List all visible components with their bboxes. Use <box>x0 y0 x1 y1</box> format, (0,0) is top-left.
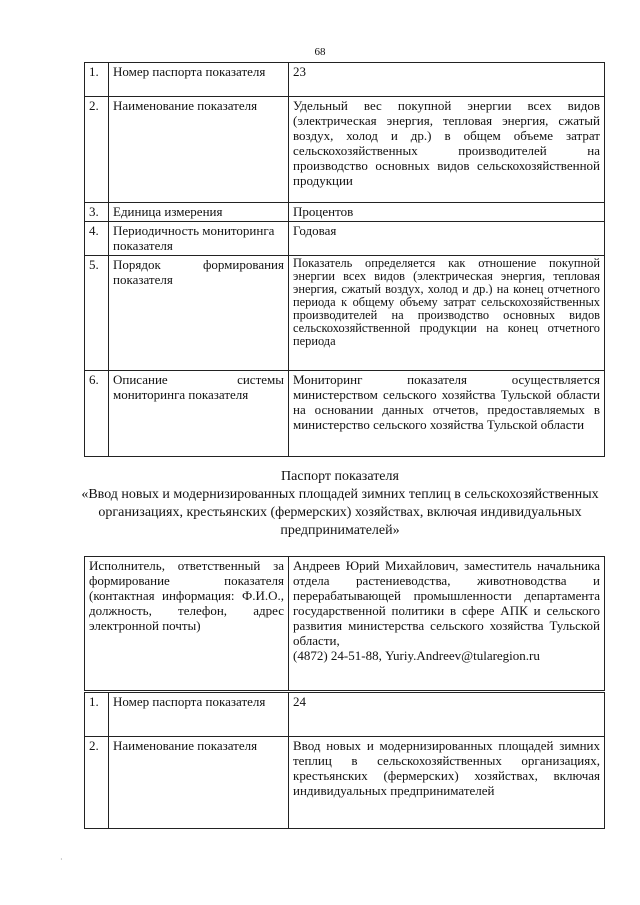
table-row <box>85 97 605 203</box>
table-row <box>85 371 605 457</box>
executor-table <box>84 556 605 691</box>
row-label: Номер паспорта показателя <box>109 693 289 737</box>
row-number: 6. <box>85 371 109 457</box>
row-label: Порядок формирования показателя <box>109 256 289 371</box>
executor-name: Андреев Юрий Михайлович, заместитель начальника отдела растениеводства, животноводства и перерабатывающей промышленности департамента государственной политики в сфере АПК и сельского развития министерства сельского хозяйства Тульской области, <box>293 558 600 648</box>
table-row <box>85 203 605 222</box>
row-value: Удельный вес покупной энергии всех видов (электрическая энергия, тепловая энергия, сжатый воздух, холод и др.) в общем объеме затрат сельскохозяйственных производителей на производство основных видов сельскохозяйственной продукции <box>289 97 605 203</box>
row-number: 1. <box>85 63 109 97</box>
indicator-title: «Ввод новых и модернизированных площадей зимних теплиц в сельскохозяйственных организациях, крестьянских (фермерских) хозяйствах, включая индивидуальных предпринимателей» <box>81 487 599 538</box>
row-number: 3. <box>85 203 109 222</box>
table-row <box>85 222 605 256</box>
scan-mark: · <box>60 855 63 864</box>
row-value: Ввод новых и модернизированных площадей зимних теплиц в сельскохозяйственных организациях, крестьянских (фермерских) хозяйствах, включая индивидуальных предпринимателей <box>289 737 605 829</box>
row-number: 5. <box>85 256 109 371</box>
row-number: 4. <box>85 222 109 256</box>
row-value: Годовая <box>289 222 605 256</box>
row-label: Наименование показателя <box>109 737 289 829</box>
row-value: 24 <box>289 693 605 737</box>
passport-heading: Паспорт показателя <box>281 469 399 484</box>
row-value: Показатель определяется как отношение покупной энергии всех видов (электрическая энергия, тепловая энергия, сжатый воздух, холод и др.) на конец отчетного периода к общему объему затрат сельскохозяйственных производителей на производство основных видов сельскохозяйственной продукции на конец отчетного периода <box>289 256 605 371</box>
table-row <box>85 256 605 371</box>
executor-value <box>289 557 605 691</box>
row-number: 2. <box>85 737 109 829</box>
table-row <box>85 737 605 829</box>
row-label: Описание системы мониторинга показателя <box>109 371 289 457</box>
row-value: Мониторинг показателя осуществляется министерством сельского хозяйства Тульской области на основании данных отчетов, предоставляемых в министерство сельского хозяйства Тульской области <box>289 371 605 457</box>
row-label: Номер паспорта показателя <box>109 63 289 97</box>
row-label: Периодичность мониторинга показателя <box>109 222 289 256</box>
row-label: Единица измерения <box>109 203 289 222</box>
table-row <box>85 693 605 737</box>
row-label: Наименование показателя <box>109 97 289 203</box>
table-row <box>85 557 605 691</box>
row-value: Процентов <box>289 203 605 222</box>
executor-contact: (4872) 24-51-88, Yuriy.Andreev@tularegion.ru <box>293 648 540 663</box>
page-number: 68 <box>314 46 326 58</box>
indicator-24-table <box>84 692 605 829</box>
row-number: 1. <box>85 693 109 737</box>
table-row <box>85 63 605 97</box>
indicator-23-table <box>84 62 605 457</box>
executor-label: Исполнитель, ответственный за формирование показателя (контактная информация: Ф.И.О., должность, телефон, адрес электронной почты) <box>85 557 289 691</box>
section-title <box>80 468 600 540</box>
row-number: 2. <box>85 97 109 203</box>
row-value: 23 <box>289 63 605 97</box>
